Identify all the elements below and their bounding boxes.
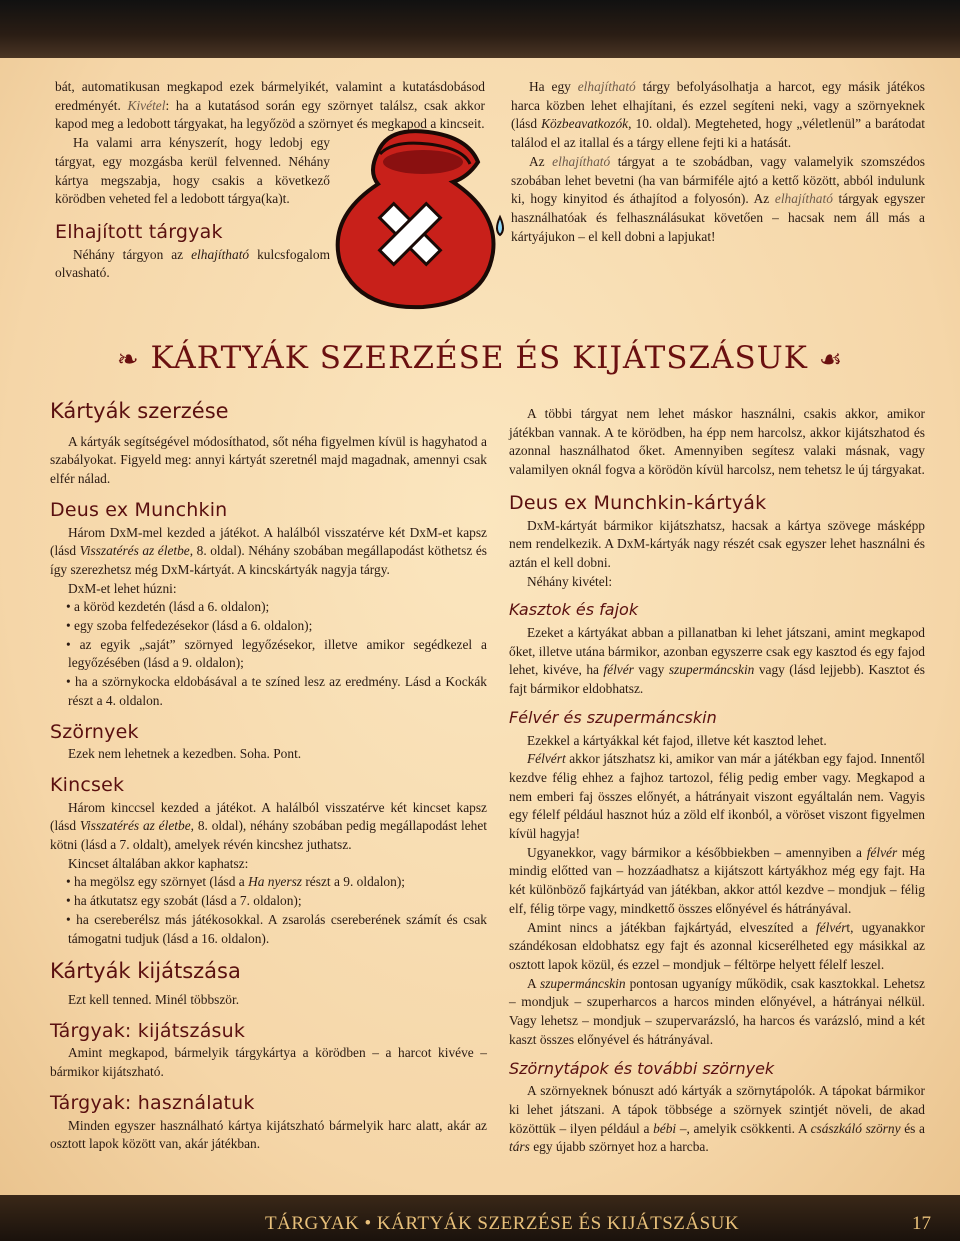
hasznalatuk-paragraph: Minden egyszer használható kártya kijátszható bármelyik harc alatt, akár az osztott lapok között van, akár játékban. bbox=[50, 1117, 487, 1152]
discard-paragraph: Ha valami arra kényszerít, hogy ledobj egy tárgyat, egy mozgásba kerül felvenned. Néhány kártya megszabja, hogy csakis a következő körödben veheted fel a ledobott tárgya(ka)t. bbox=[55, 135, 330, 207]
elhajitott-paragraph: Néhány tárgyon az elhajítható kulcsfogalom olvasható. bbox=[55, 246, 330, 281]
section-heading-szornyek: Szörnyek bbox=[50, 720, 139, 743]
kincsek-bullet-1: • ha megölsz egy szörnyet (lásd a Ha nyersz részt a 9. oldalon); bbox=[66, 874, 405, 890]
main-title: ❧ KÁRTYÁK SZERZÉSE ÉS KIJÁTSZÁSUK ☙ bbox=[116, 340, 844, 376]
section-heading-felver: Félvér és szupermáncskin bbox=[509, 707, 717, 727]
szornytapok-paragraph: A szörnyeknek bónuszt adó kártyák a szörnytápolók. A tápokat bármikor ki lehet játszani. A tápok többsége a szörnyek szintjét növeli, de akad közöttük – ilyen például a bébi –, amelyik csökkenti. A császkáló szörny és a társ egy újabb szörnyet hoz a harcba. bbox=[509, 1083, 925, 1155]
elhajithato-paragraph-2: Az elhajítható tárgyat a te szobádban, vagy valamelyik szomszédos szobában lehet bevetni (ha van bármiféle ajtó a kettő között, abból indulunk ki, hogy kinyitod és áthajítod a folyosón). Az elhajítható tárgyak egyszer használhatóak és felhasználásukat követően – hacsak nem áll más a kártyájukon – el kell dobni a lapjukat! bbox=[511, 153, 926, 244]
kijatszasa-paragraph: Ezt kell tenned. Minél többször. bbox=[68, 991, 240, 1007]
main-left-column bbox=[50, 399, 487, 1154]
main-right-column bbox=[509, 405, 925, 1157]
szerzese-paragraph: A kártyák segítségével módosíthatod, sőt néha figyelmen kívül is hagyhatod a szabályokat. Figyeld meg: annyi kártyát szeretnél majd magadnak, amennyi csak elfér nálad. bbox=[50, 433, 487, 487]
page-number: 17 bbox=[912, 1213, 931, 1234]
deus-bullet-3: • az egyik „saját” szörnyed legyőzésekor, illetve amikor segédkezel a legyőzésében (lásd a 9. oldalon); bbox=[66, 636, 487, 671]
section-heading-kartyak-szerzese: Kártyák szerzése bbox=[50, 399, 229, 423]
deus-bullet-1: • a köröd kezdetén (lásd a 6. oldalon); bbox=[66, 599, 270, 615]
section-heading-elhajitott: Elhajított tárgyak bbox=[55, 220, 223, 243]
kasztok-paragraph: Ezeket a kártyákat abban a pillanatban ki lehet játszani, amint megkapod őket, illetve utána bármikor, azonban egyszerre csak egy kasztod és egy fajod lehet, kivéve, ha félvér vagy szupermáncskin vagy (lásd lejjebb). Kasztot és fajt bármikor eldobhatsz. bbox=[509, 625, 925, 697]
elhajithato-paragraph-1: Ha egy elhajítható tárgy befolyásolhatja a harcot, egy másik játékos harca közben lehet elhajítani, és ezzel segíteni neki, vagy a szörnyeknek (lásd Közbeavatkozók, 10. oldal). Megteheted, hogy „véletlenül” a barátodat találod el az itallal és a tárgy ellene fejti ki a hatását. bbox=[511, 79, 925, 151]
section-heading-kincsek: Kincsek bbox=[50, 773, 125, 796]
deus-bullet-4: • ha a szörnykocka eldobásával a te színed lesz az eredmény. Lásd a Kockák részt a 4. oldalon. bbox=[66, 674, 487, 708]
potion-flask-icon bbox=[318, 122, 518, 317]
deus-paragraph-2: DxM-et lehet húzni: bbox=[68, 580, 177, 596]
kincsek-paragraph-2: Kincset általában akkor kaphatsz: bbox=[68, 855, 249, 871]
szornyek-paragraph: Ezek nem lehetnek a kezedben. Soha. Pont. bbox=[68, 746, 302, 762]
section-heading-targyak-hasznalatuk: Tárgyak: használatuk bbox=[50, 1091, 255, 1114]
section-heading-szornytapok: Szörnytápok és további szörnyek bbox=[509, 1058, 775, 1078]
top-border bbox=[0, 0, 960, 58]
targyak-paragraph: A többi tárgyat nem lehet máskor használni, csakis akkor, amikor játékban vannak. A te körödben, ha épp nem harcolsz, akkor kijátszhatod és azonnal használhatod őket. Amennyiben segítesz valaki másnak, vagy valamilyen oknál fogva a körödön kívül harcolsz, nem tehetsz le új tárgyakat. bbox=[509, 406, 925, 478]
section-heading-kasztok: Kasztok és fajok bbox=[509, 600, 639, 620]
felver-paragraph-5: A szupermáncskin pontosan ugyanígy működik, csak kasztokkal. Lehetsz – mondjuk – szuperharcos a harcos minden előnyével, a hátrányai nélkül. Vagy lehetsz – mondjuk – szupervarázsló, ha harcos és varázsló, mind a két kaszt összes előnyével és hátrányával. bbox=[509, 975, 925, 1047]
flourish-right-icon: ☙ bbox=[818, 345, 844, 375]
section-heading-targyak-kijatszasuk: Tárgyak: kijátszásuk bbox=[50, 1019, 246, 1042]
carryover-paragraph: bát, automatikusan megkapod ezek bármelyikét, valamint a kutatásdobásod eredményét. Kivétel: ha a kutatásod során egy szörnyet találsz, csak akkor kapod meg a ledobott tárgyakat, ha legyőzöd a szörnyet és megkapod a kincseit. bbox=[55, 79, 485, 132]
kincsek-paragraph-1: Három kinccsel kezded a játékot. A halálból visszatérve két kincset kapsz (lásd Visszatérés az életbe, 8. oldal), néhány szobában pedig megállapodást lehet kötni (lásd a 7. oldalt), amelyek révén kincshez juthatsz. bbox=[50, 799, 487, 853]
felver-paragraph-2: Félvért akkor játszhatsz ki, amikor van már a játékban egy fajod. Innentől kezdve félig ehhez a fajhoz tartozol, félig pedig ember vagy. Megkapod a nem emberi faj összes előnyét, a hátrányait viszont egyáltalán nem. Vagyis egy félelf például hasznot húz a zöld elf ikonból, a vöröset viszont figyelmen kívül hagyja! bbox=[509, 751, 925, 842]
section-heading-deus-kartyak: Deus ex Munchkin-kártyák bbox=[509, 491, 767, 514]
deus-paragraph-1: Három DxM-mel kezded a játékot. A halálból visszatérve két DxM-et kapsz (lásd Visszatérés az életbe, 8. oldal). Néhány szobában megállapodást köthetsz és így szerezhetsz még DxM-kártyát. A kincskártyák nagyja tárgy. bbox=[50, 524, 487, 577]
deus-bullet-2: • egy szoba felfedezésekor (lásd a 6. oldalon); bbox=[66, 618, 313, 634]
flourish-left-icon: ❧ bbox=[116, 345, 140, 375]
kincsek-bullet-2: • ha átkutatsz egy szobát (lásd a 7. oldalon); bbox=[66, 893, 302, 909]
section-heading-deus: Deus ex Munchkin bbox=[50, 498, 228, 521]
felver-paragraph-4: Amint nincs a játékban fajkártyád, elveszíted a félvért, ugyanakkor szándékosan eldobhatsz egy fajt és azonnal kicserélheted egy másikkal az osztott lapok közül, és ezzel – mondjuk – féltörpe helyett félelf leszel. bbox=[509, 919, 925, 972]
deus-kartyak-paragraph-1: DxM-kártyát bármikor kijátszhatsz, hacsak a kártya szövege másképp nem rendelkezik. A DxM-kártyák nagy részét csak egyszer lehet használni és aztán el kell dobni. bbox=[509, 517, 925, 570]
felver-paragraph-3: Ugyanekkor, vagy bármikor a későbbiekben – amennyiben a félvér még mindig előtted van – hozzáadhatsz a kijátszott kártyákhoz még egy fajt. Ha két különböző fajkártyád van játékban, akkor attól kezdve – mondjuk – félig elf, félig törpe vagy, mindkettő összes előnyével és hátrányával. bbox=[509, 844, 925, 916]
top-right-column bbox=[511, 78, 925, 246]
footer-section-title: TÁRGYAK • KÁRTYÁK SZERZÉSE ÉS KIJÁTSZÁSUK bbox=[265, 1213, 740, 1234]
kijatszasuk-paragraph: Amint megkapod, bármelyik tárgykártya a körödben – a harcot kivéve – bármikor kijátszható. bbox=[50, 1045, 487, 1080]
deus-kartyak-paragraph-2: Néhány kivétel: bbox=[527, 573, 613, 589]
section-heading-kijatszasa: Kártyák kijátszása bbox=[50, 959, 241, 984]
kincsek-bullet-3: • ha csereberélsz más játékosokkal. A zsarolás csereberének számít és csak támogatni tudjuk (lásd a 16. oldalon). bbox=[66, 911, 487, 946]
felver-paragraph-1: Ezekkel a kártyákkal két fajod, illetve két kasztod lehet. bbox=[527, 732, 827, 748]
